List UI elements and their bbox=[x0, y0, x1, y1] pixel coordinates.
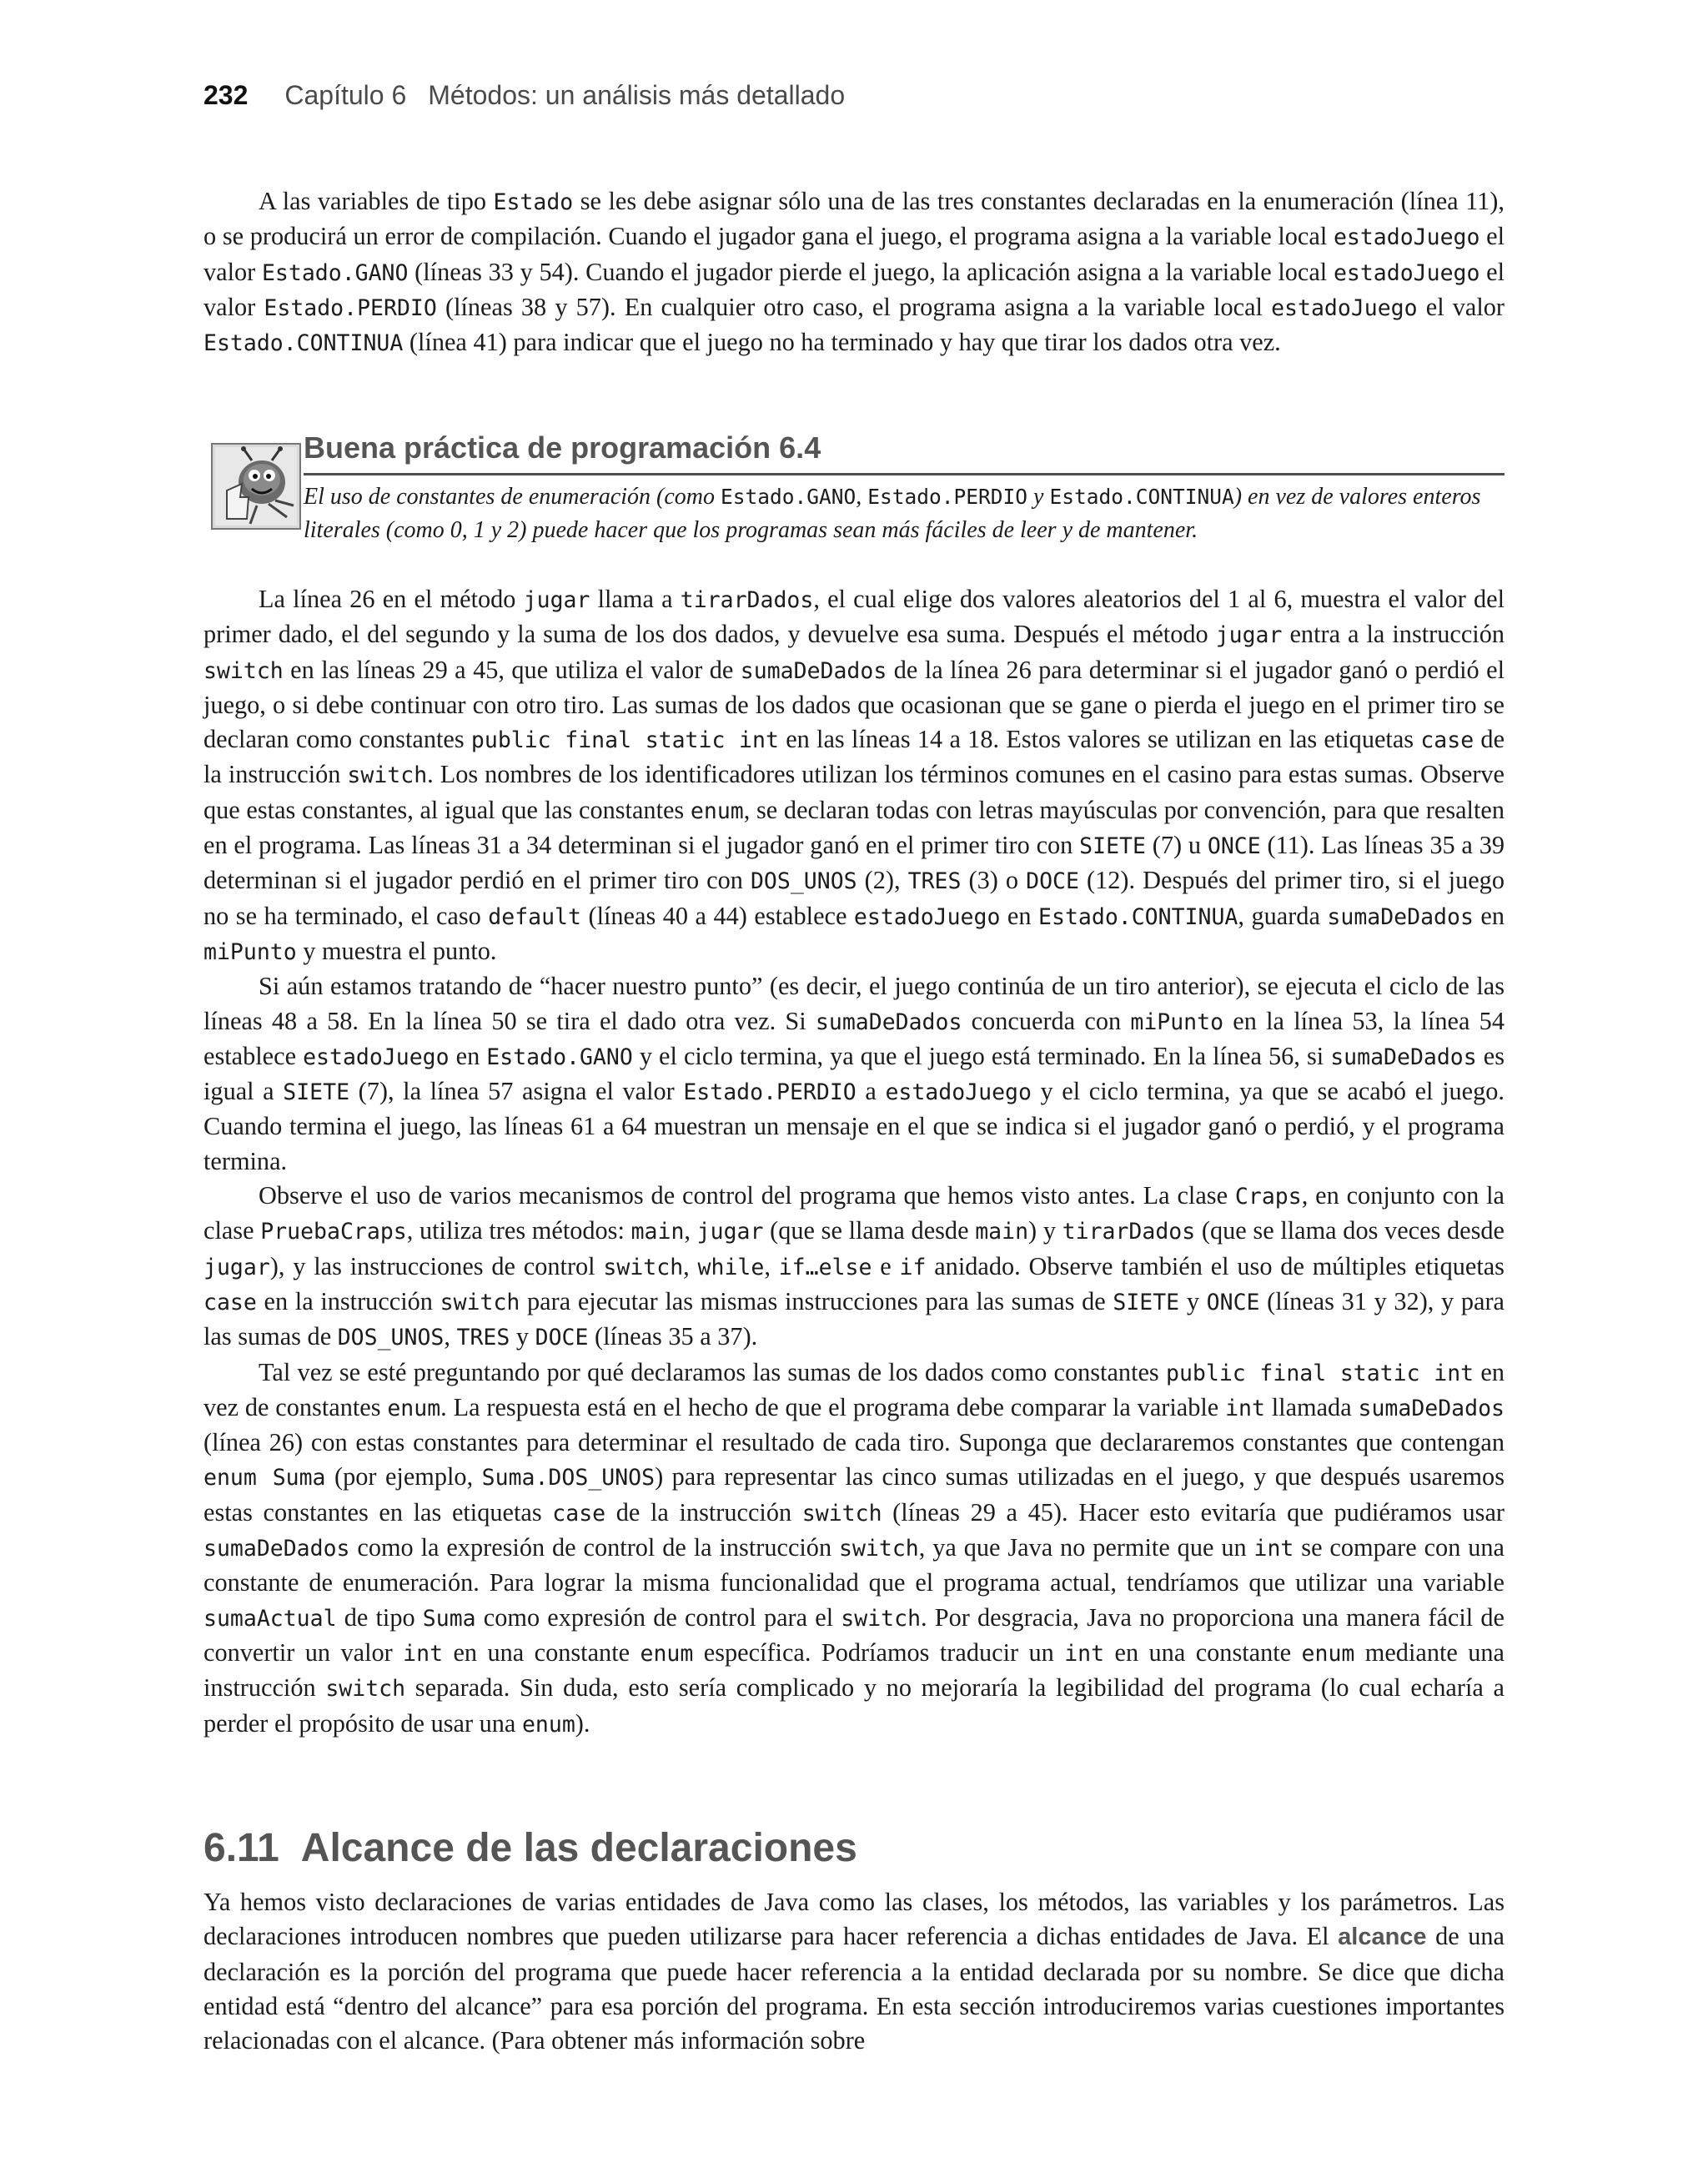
text-run: , guarda bbox=[1238, 901, 1328, 930]
text-run: (12). Después del primer tiro, si el juego no se ha terminado, el caso bbox=[203, 866, 1505, 930]
text-run: de tipo bbox=[336, 1602, 423, 1632]
text-run: , bbox=[684, 1216, 697, 1245]
code-term: Estado.GANO bbox=[261, 259, 409, 286]
code-term: enum Suma bbox=[203, 1465, 326, 1491]
text-run: en una constante bbox=[443, 1637, 640, 1667]
text-run: como expresión de control para el bbox=[475, 1602, 841, 1632]
text-run: (7) u bbox=[1145, 831, 1208, 860]
text-run: y el ciclo termina, ya que se acabó el juego. Cuando termina el juego, las líneas 61 a 64 muestran un mensaje en el que se indica si el jugador ganó o perdió, y el programa termina. bbox=[203, 1077, 1505, 1175]
text-run: separada. Sin duda, esto sería complicado y no mejoraría la legibilidad del programa (lo cual echaría a perder el propósito de usar una bbox=[203, 1673, 1505, 1738]
text-run: el valor bbox=[203, 222, 1505, 286]
text-run: Observe el uso de varios mecanismos de control del programa que hemos visto antes. La clase bbox=[259, 1181, 1235, 1210]
text-run: El uso de constantes de enumeración (como bbox=[304, 484, 721, 510]
text-run: a bbox=[856, 1077, 886, 1106]
code-term: Craps bbox=[1234, 1184, 1302, 1210]
code-term: sumaDeDados bbox=[1358, 1395, 1505, 1421]
text-run: de una declaración es la porción del programa que puede hacer referencia a la entidad declarada por su nombre. Se dice que dicha entidad está “dentro del alcance” para esa porción del programa. En esta sección introduciremos varias cuestiones importantes relacionadas con el alcance. (Para obtener más información sobre bbox=[203, 1922, 1505, 2055]
text-run: , bbox=[444, 1322, 457, 1351]
text-run: llamada bbox=[1264, 1392, 1359, 1421]
code-term: int bbox=[1253, 1536, 1294, 1562]
code-term: SIETE bbox=[283, 1079, 350, 1106]
code-term: Estado.GANO bbox=[486, 1044, 633, 1070]
code-term: int bbox=[1064, 1640, 1105, 1667]
tip-body bbox=[304, 480, 1505, 547]
code-term: ONCE bbox=[1206, 1289, 1260, 1315]
text-run: el valor bbox=[1417, 292, 1505, 321]
code-term: switch bbox=[839, 1536, 919, 1562]
text-run: Ya hemos visto declaraciones de varias entidades de Java como las clases, los métodos, las variables y los parámetros. Las declaraciones introducen nombres que pueden utilizarse para hacer referencia a dichas entidades de Java. El bbox=[203, 1888, 1505, 1951]
text-run: y bbox=[1179, 1286, 1207, 1315]
code-term: estadoJuego bbox=[853, 903, 1001, 930]
good-practice-box bbox=[210, 430, 1505, 556]
text-run: en vez de constantes bbox=[203, 1357, 1505, 1421]
text-run: e bbox=[872, 1251, 900, 1280]
text-run: . La respuesta está en el hecho de que el programa debe comparar la variable bbox=[440, 1392, 1226, 1421]
code-term: switch bbox=[325, 1676, 406, 1703]
code-term: jugar bbox=[523, 587, 590, 613]
text-run: . Los nombres de los identificadores utilizan los términos comunes en el casino para estas sumas. Observe que estas constantes, al igual que las constantes bbox=[203, 760, 1505, 824]
code-term: default bbox=[488, 903, 581, 930]
intro-text bbox=[203, 184, 1505, 360]
paragraph bbox=[203, 1885, 1505, 2058]
code-term: Suma bbox=[422, 1605, 476, 1632]
code-term: Estado.PERDIO bbox=[264, 294, 437, 321]
text-run: y muestra el punto. bbox=[296, 936, 497, 965]
text-run: y bbox=[1027, 484, 1050, 510]
code-term: sumaActual bbox=[203, 1605, 337, 1632]
text-run: , bbox=[764, 1251, 779, 1280]
text-run: (líneas 35 a 37). bbox=[588, 1322, 758, 1351]
text-run: en una constante bbox=[1104, 1637, 1302, 1667]
code-term: switch bbox=[440, 1289, 520, 1315]
section-text bbox=[203, 1885, 1505, 2058]
chapter-label: Capítulo 6 bbox=[284, 80, 407, 110]
code-term: sumaDeDados bbox=[1327, 903, 1474, 930]
text-run: Si aún estamos tratando de “hacer nuestro punto” (es decir, el juego continúa de un tiro anterior), se ejecuta el ciclo de las líneas 48 a 58. En la línea 50 se tira el dado otra vez. Si bbox=[203, 972, 1505, 1035]
paragraph bbox=[203, 582, 1505, 969]
code-term: Estado.CONTINUA bbox=[203, 330, 404, 357]
text-run: (que se llama dos veces desde bbox=[1195, 1216, 1505, 1245]
paragraph bbox=[203, 1179, 1505, 1355]
code-term: case bbox=[203, 1289, 257, 1315]
code-term: Estado.PERDIO bbox=[867, 485, 1028, 509]
code-term: DOCE bbox=[1026, 868, 1079, 895]
code-term: estadoJuego bbox=[303, 1044, 450, 1070]
text-run: como la expresión de control de la instrucción bbox=[349, 1533, 839, 1562]
code-term: ONCE bbox=[1207, 833, 1261, 860]
paragraph bbox=[203, 969, 1505, 1179]
bug-thumbs-up-icon bbox=[210, 442, 302, 531]
code-term: Estado.CONTINUA bbox=[1038, 903, 1238, 930]
text-run: anidado. Observe también el uso de múltiples etiquetas bbox=[926, 1251, 1505, 1280]
section-number: 6.11 bbox=[203, 1826, 279, 1870]
text-run: (líneas 33 y 54). Cuando el jugador pierde el juego, la aplicación asigna a la variable local bbox=[408, 257, 1334, 286]
text-run: llama a bbox=[590, 585, 681, 613]
text-run: y el ciclo termina, ya que el juego está terminado. En la línea 56, si bbox=[632, 1041, 1331, 1070]
text-run: (línea 41) para indicar que el juego no ha terminado y hay que tirar los dados otra vez. bbox=[403, 328, 1281, 357]
text-run: ) en vez de valores enteros literales (como 0, 1 y 2) puede hacer que los programas sean más fáciles de leer y de mantener. bbox=[304, 484, 1481, 543]
code-term: jugar bbox=[1215, 622, 1283, 649]
text-run: en la línea 53, la línea 54 establece bbox=[203, 1006, 1505, 1070]
text-run: concuerda con bbox=[962, 1006, 1131, 1035]
text-run: en bbox=[449, 1041, 487, 1070]
text-run: A las variables de tipo bbox=[259, 187, 494, 215]
text-run: de la instrucción bbox=[605, 1497, 802, 1527]
code-term: sumaDeDados bbox=[815, 1009, 962, 1035]
text-run: , el cual elige dos valores aleatorios del 1 al 6, muestra el valor del primer dado, el del segundo y la suma de los dos dados, y devuelve esa suma. Después el método bbox=[203, 585, 1505, 649]
code-term: jugar bbox=[696, 1219, 764, 1245]
code-term: sumaDeDados bbox=[203, 1536, 350, 1562]
paragraph bbox=[203, 1356, 1505, 1742]
code-term: miPunto bbox=[203, 938, 297, 965]
text-run: específica. Podríamos traducir un bbox=[693, 1637, 1065, 1667]
code-term: DOCE bbox=[535, 1325, 589, 1351]
code-term: Estado.GANO bbox=[721, 485, 857, 509]
code-term: estadoJuego bbox=[885, 1079, 1032, 1106]
running-header bbox=[203, 80, 845, 111]
text-run: , bbox=[683, 1251, 698, 1280]
code-term: estadoJuego bbox=[1333, 259, 1480, 286]
text-run: se compare con una constante de enumeración. Para lograr la misma funcionalidad que el programa actual, tendríamos que utilizar una variable bbox=[203, 1533, 1505, 1597]
page-number: 232 bbox=[203, 80, 249, 110]
code-term: enum bbox=[387, 1395, 441, 1421]
code-term: jugar bbox=[203, 1254, 270, 1280]
text-run: se les debe asignar sólo una de las tres constantes declaradas en la enumeración (línea 11), o se producirá un error de compilación. Cuando el jugador gana el juego, el programa asigna a la variable local bbox=[203, 187, 1505, 251]
code-term: if bbox=[899, 1254, 927, 1280]
text-run: en la instrucción bbox=[256, 1286, 440, 1315]
code-term: estadoJuego bbox=[1333, 224, 1480, 251]
code-term: TRES bbox=[456, 1325, 510, 1351]
text-run: y bbox=[510, 1322, 535, 1351]
tip-title: Buena práctica de programación 6.4 bbox=[304, 430, 821, 465]
code-term: tirarDados bbox=[680, 587, 814, 613]
code-term: switch bbox=[801, 1500, 882, 1527]
code-term: miPunto bbox=[1130, 1009, 1224, 1035]
text-run: el valor bbox=[203, 257, 1505, 321]
code-term: switch bbox=[841, 1605, 922, 1632]
code-term: DOS_UNOS bbox=[337, 1325, 445, 1351]
text-run: (7), la línea 57 asigna el valor bbox=[349, 1077, 684, 1106]
text-run: (por ejemplo, bbox=[325, 1462, 482, 1491]
text-run: Tal vez se esté preguntando por qué declaramos las sumas de los dados como constantes bbox=[259, 1357, 1167, 1386]
code-term: estadoJuego bbox=[1271, 294, 1418, 321]
text-run: para ejecutar las mismas instrucciones para las sumas de bbox=[520, 1286, 1113, 1315]
code-term: Estado.CONTINUA bbox=[1049, 485, 1234, 509]
code-term: sumaDeDados bbox=[1330, 1044, 1477, 1070]
code-term: case bbox=[1420, 727, 1474, 754]
code-term: PruebaCraps bbox=[260, 1219, 407, 1245]
code-term: sumaDeDados bbox=[740, 657, 887, 684]
text-run: . Por desgracia, Java no proporciona una manera fácil de convertir un valor bbox=[203, 1602, 1505, 1667]
text-run: de la línea 26 para determinar si el jugador ganó o perdió el juego, o si debe continuar con otro tiro. Las sumas de los dados que ocasionan que se gane o pierda el juego en el primer tiro se declaran como constantes bbox=[203, 655, 1505, 754]
code-term: switch bbox=[603, 1254, 684, 1280]
section-title: Alcance de las declaraciones bbox=[300, 1826, 857, 1870]
code-term: enum bbox=[1301, 1640, 1355, 1667]
code-term: enum bbox=[690, 797, 744, 824]
text-run: (líneas 31 y 32), y para las sumas de bbox=[203, 1286, 1505, 1351]
text-run: , bbox=[856, 484, 868, 510]
code-term: Estado.PERDIO bbox=[683, 1079, 857, 1106]
text-run: ) para representar las cinco sumas utilizadas en el juego, y que después usaremos estas constantes en las etiquetas bbox=[203, 1462, 1505, 1527]
text-run: , utiliza tres métodos: bbox=[406, 1216, 631, 1245]
code-term: if…else bbox=[778, 1254, 872, 1280]
code-term: switch bbox=[203, 657, 284, 684]
text-run: (líneas 38 y 57). En cualquier otro caso, el programa asigna a la variable local bbox=[436, 292, 1272, 321]
text-run: , ya que Java no permite que un bbox=[918, 1533, 1254, 1562]
code-term: public final static int bbox=[470, 727, 779, 754]
code-term: switch bbox=[347, 762, 428, 789]
paragraph bbox=[203, 184, 1505, 360]
text-run: en las líneas 14 a 18. Estos valores se utilizan en las etiquetas bbox=[778, 725, 1421, 754]
code-term: case bbox=[552, 1500, 606, 1527]
text-run: en bbox=[1000, 901, 1039, 930]
code-term: public final static int bbox=[1166, 1360, 1474, 1386]
text-run: entra a la instrucción bbox=[1282, 620, 1505, 649]
text-run: ). bbox=[575, 1708, 590, 1738]
text-run: (línea 26) con estas constantes para determinar el resultado de cada tiro. Suponga que declararemos constantes que contengan bbox=[203, 1428, 1505, 1457]
text-run: en bbox=[1473, 901, 1505, 930]
key-term: alcance bbox=[1338, 1924, 1427, 1951]
code-term: Estado bbox=[493, 189, 574, 215]
code-term: int bbox=[403, 1640, 444, 1667]
text-run: (2), bbox=[857, 866, 908, 895]
text-run: es igual a bbox=[203, 1041, 1505, 1106]
code-term: enum bbox=[640, 1640, 694, 1667]
tip-divider bbox=[304, 473, 1505, 475]
code-term: tirarDados bbox=[1062, 1219, 1196, 1245]
text-run: , se declaran todas con letras mayúsculas por convención, para que resalten en el programa. Las líneas 31 a 34 determinan si el jugador ganó en el primer tiro con bbox=[203, 795, 1505, 860]
code-term: main bbox=[975, 1219, 1029, 1245]
body-text bbox=[203, 582, 1505, 1742]
code-term: SIETE bbox=[1079, 833, 1146, 860]
text-run: en las líneas 29 a 45, que utiliza el valor de bbox=[283, 655, 741, 684]
text-run: (11). Las líneas 35 a 39 determinan si el jugador perdió en el primer tiro con bbox=[203, 831, 1505, 895]
code-term: TRES bbox=[907, 868, 962, 895]
section-heading bbox=[203, 1825, 857, 1871]
text-run: (3) o bbox=[961, 866, 1027, 895]
text-run: ) y bbox=[1028, 1216, 1062, 1245]
text-run: La línea 26 en el método bbox=[259, 585, 524, 613]
text-run: (líneas 29 a 45). Hacer esto evitaría que pudiéramos usar bbox=[882, 1497, 1505, 1527]
code-term: while bbox=[697, 1254, 765, 1280]
code-term: Suma.DOS_UNOS bbox=[481, 1465, 656, 1491]
text-run: mediante una instrucción bbox=[203, 1637, 1505, 1703]
code-term: enum bbox=[521, 1711, 575, 1738]
text-run: de la instrucción bbox=[203, 725, 1505, 789]
text-run: (que se llama desde bbox=[763, 1216, 976, 1245]
text-run: ), y las instrucciones de control bbox=[269, 1251, 604, 1280]
code-term: int bbox=[1225, 1395, 1265, 1421]
code-term: main bbox=[630, 1219, 685, 1245]
code-term: SIETE bbox=[1113, 1289, 1180, 1315]
text-run: , en conjunto con la clase bbox=[203, 1181, 1505, 1245]
text-run: (líneas 40 a 44) establece bbox=[580, 901, 854, 930]
code-term: DOS_UNOS bbox=[750, 868, 857, 895]
chapter-title: Métodos: un análisis más detallado bbox=[428, 80, 846, 110]
